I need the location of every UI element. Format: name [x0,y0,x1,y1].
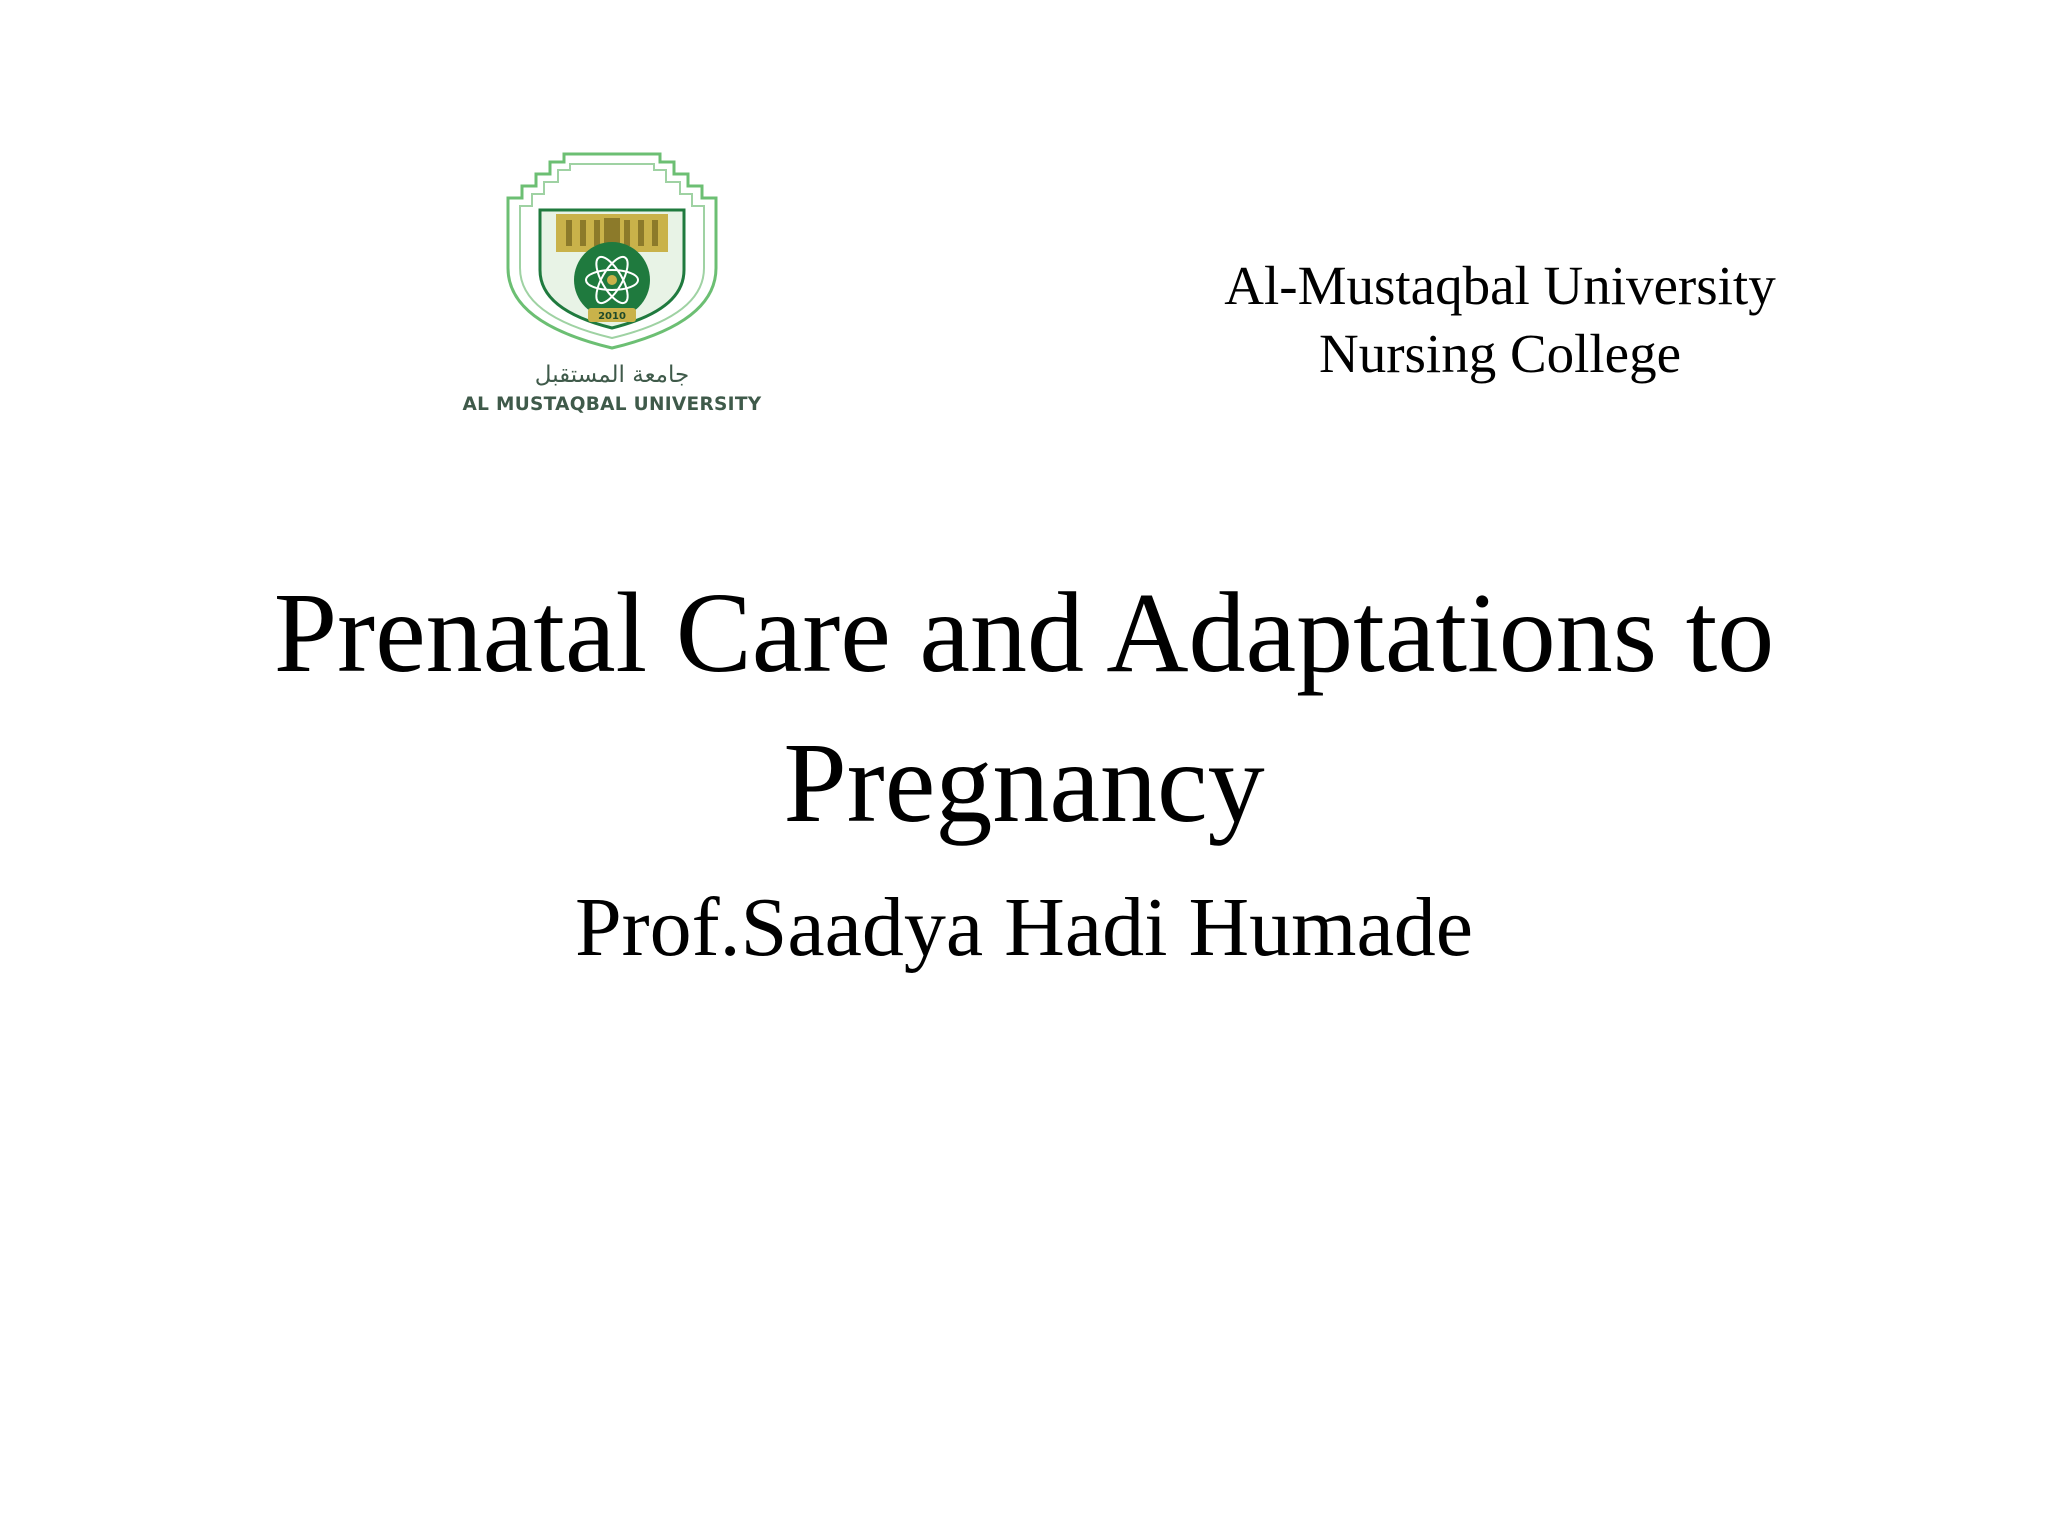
author-name: Prof.Saadya Hadi Humade [574,881,1474,974]
college-name: Nursing College [1318,323,1682,384]
logo-year: 2010 [598,311,626,322]
slide-title [140,558,1908,858]
slide-title-line-1: Prenatal Care and Adaptations to [273,569,1775,696]
university-crest-icon [432,148,792,358]
logo-arabic-name: جامعة المستقبل [534,362,690,388]
slide-title-line-2: Pregnancy [783,719,1265,846]
institution-block [1110,252,1890,388]
university-name: Al-Mustaqbal University [1224,255,1776,316]
university-logo [432,148,792,428]
logo-english-name: AL MUSTAQBAL UNIVERSITY [462,394,762,415]
